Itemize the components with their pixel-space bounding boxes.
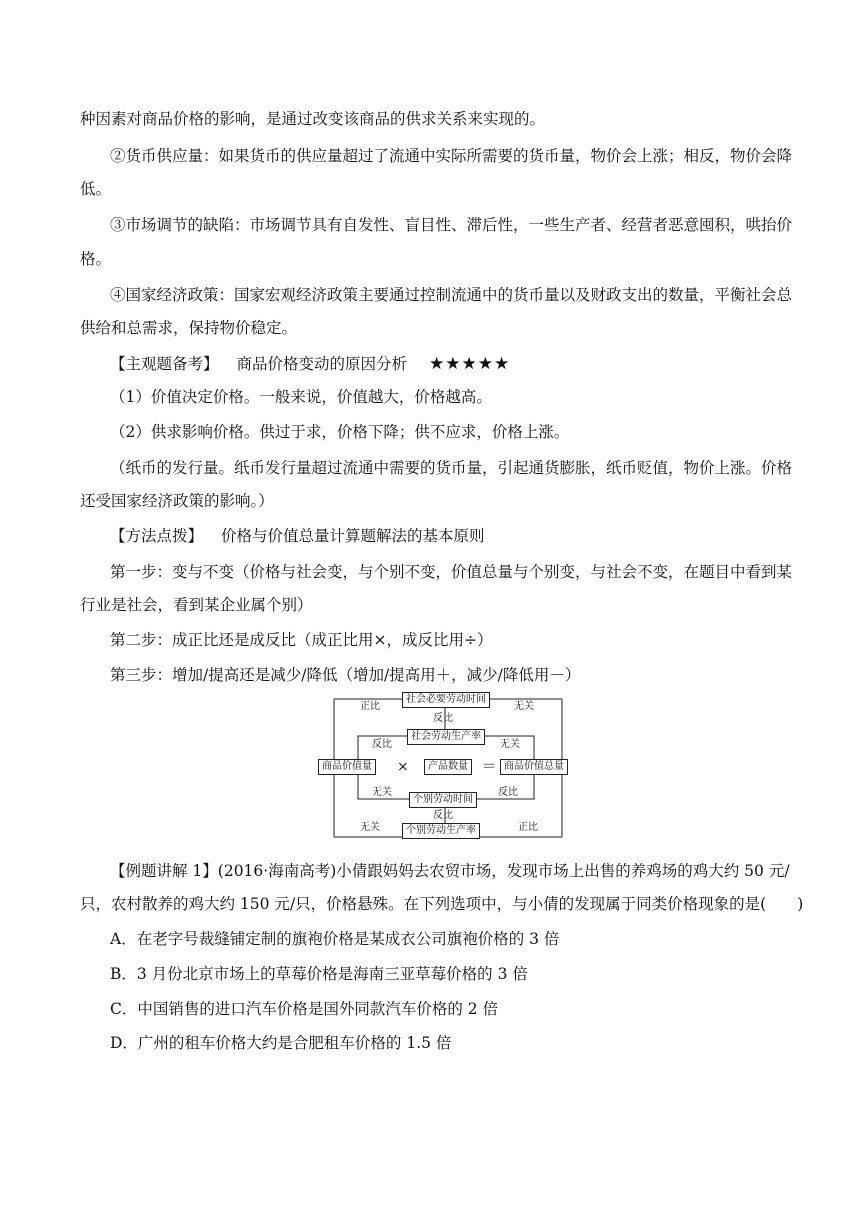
box-individual-labor-time: 个别劳动时间	[409, 792, 477, 808]
method-step: 第二步：成正比还是成反比（成正比用×，成反比用÷）	[110, 631, 493, 649]
value-relationship-diagram	[314, 692, 574, 842]
example-question: 【例题讲解 1】(2016·海南高考)小倩跟妈妈去农贸市场，发现市场上出售的养鸡场的鸡大约 50 元/	[110, 862, 790, 880]
option-a: A．在老字号裁缝铺定制的旗袍价格是某成衣公司旗袍价格的 3 倍	[110, 930, 560, 948]
method-step: 行业是社会，看到某企业属个别）	[80, 596, 313, 614]
box-product-quantity: 产品数量	[424, 759, 472, 775]
method-heading	[110, 525, 810, 547]
equals-sign: ＝	[482, 759, 496, 775]
paragraph-text: 供给和总需求，保持物价稳定。	[80, 319, 298, 337]
label-unrelated: 无关	[360, 822, 380, 833]
option-c: C．中国销售的进口汽车价格是国外同款汽车价格的 2 倍	[110, 1000, 499, 1018]
option-d: D．广州的租车价格大约是合肥租车价格的 1.5 倍	[110, 1034, 452, 1052]
topic-note: （纸币的发行量。纸币发行量超过流通中需要的货币量，引起通货膨胀，纸币贬值，物价上涨。价格	[110, 459, 793, 477]
topic-item: （2）供求影响价格。供过于求，价格下降；供不应求，价格上涨。	[110, 423, 570, 441]
label-direct-ratio: 正比	[518, 822, 538, 833]
paragraph-text: 格。	[80, 250, 112, 268]
topic-note: 还受国家经济政策的影响。）	[80, 492, 274, 510]
box-commodity-value: 商品价值量	[318, 759, 376, 775]
paragraph-text: 低。	[80, 180, 112, 198]
method-step: 第三步：增加/提高还是减少/降低（增加/提高用＋，减少/降低用－）	[110, 666, 581, 684]
paragraph-text: ③市场调节的缺陷：市场调节具有自发性、盲目性、滞后性，一些生产者、经营者恶意囤积，哄抬价	[110, 216, 793, 234]
topic-item: （1）价值决定价格。一般来说，价值越大，价格越高。	[110, 388, 492, 406]
topic-title: 商品价格变动的原因分析	[236, 355, 408, 373]
method-tag: 【方法点拨】	[110, 527, 204, 545]
method-step: 第一步：变与不变（价格与社会变，与个别不变，价值总量与个别变，与社会不变，在题目中看到某	[110, 563, 793, 581]
paragraph-text: ④国家经济政策：国家宏观经济政策主要通过控制流通中的货币量以及财政支出的数量，平衡社会总	[110, 286, 793, 304]
method-title: 价格与价值总量计算题解法的基本原则	[221, 527, 485, 545]
label-inverse-ratio: 反比	[433, 810, 453, 821]
label-unrelated: 无关	[514, 701, 534, 712]
star-rating: ★★★★★	[429, 354, 511, 374]
label-unrelated: 无关	[500, 739, 520, 750]
example-question: 只，农村散养的鸡大约 150 元/只，价格悬殊。在下列选项中，与小倩的发现属于同类价格现象的是( )	[80, 895, 804, 913]
paragraph-text: 种因素对商品价格的影响，是通过改变该商品的供求关系来实现的。	[80, 110, 546, 128]
label-unrelated: 无关	[372, 787, 392, 798]
label-direct-ratio: 正比	[360, 701, 380, 712]
box-social-necessary-labor-time: 社会必要劳动时间	[402, 692, 490, 708]
box-total-commodity-value: 商品价值总量	[500, 759, 568, 775]
box-social-labor-productivity: 社会劳动生产率	[407, 729, 485, 745]
label-inverse-ratio: 反比	[372, 739, 392, 750]
paragraph-text: ②货币供应量：如果货币的供应量超过了流通中实际所需要的货币量，物价会上涨；相反，物价会降	[110, 147, 793, 165]
topic-tag: 【主观题备考】	[110, 355, 219, 373]
label-inverse-ratio: 反比	[433, 713, 453, 724]
label-inverse-ratio: 反比	[498, 787, 518, 798]
topic-heading	[110, 353, 810, 375]
box-individual-labor-productivity: 个别劳动生产率	[402, 823, 480, 839]
times-sign: ×	[397, 759, 409, 775]
option-b: B．3 月份北京市场上的草莓价格是海南三亚草莓价格的 3 倍	[110, 965, 528, 983]
